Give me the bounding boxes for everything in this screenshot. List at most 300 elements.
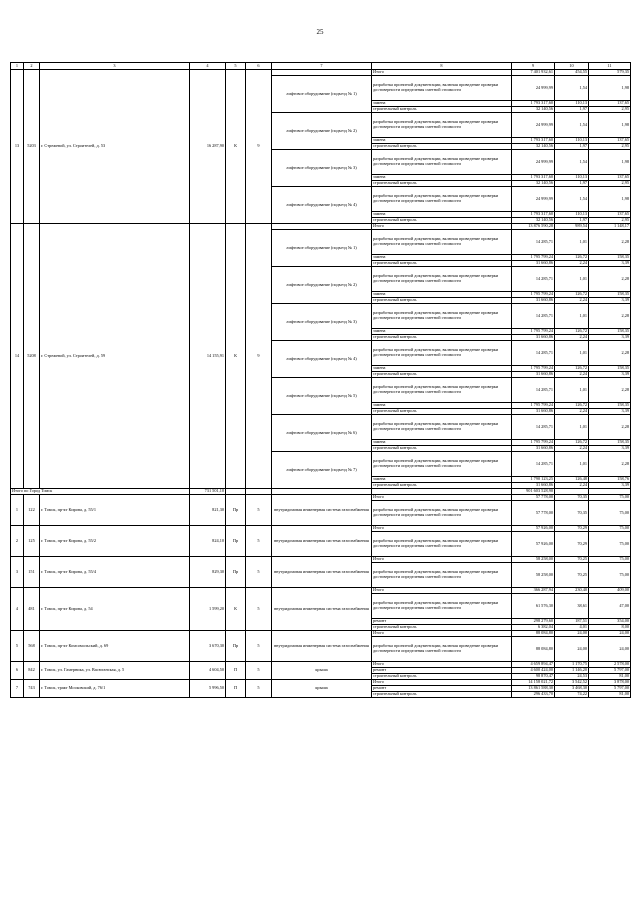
item-label: разработка проектной документации, включая проведение проверки достоверности определения сметной стоимости [372,267,512,292]
value-cell: 13 861 588,30 [512,686,555,692]
value-cell: 3,39 [589,483,631,489]
value-cell: 47,00 [589,594,631,619]
value-cell: 126,72 [555,366,589,372]
value-cell: 2,24 [555,261,589,267]
item-label: разработка проектной документации, включая проведение проверки достоверности определения сметной стоимости [372,113,512,138]
value-cell: 70,25 [555,557,589,563]
value-cell: 137,65 [589,212,631,218]
item-label: строительный контроль [372,335,512,341]
table-row [11,662,631,668]
value-cell: 366 287,94 [512,588,555,594]
value-cell: 32 140,56 [512,107,555,113]
column-number: 6 [246,63,272,70]
value-cell: 2,28 [589,230,631,255]
value-cell: 81,00 [589,692,631,698]
item-label: разработка проектной документации, включая проведение проверки достоверности определения сметной стоимости [372,150,512,175]
item-label: строительный контроль [372,625,512,631]
value-cell: 2,24 [555,298,589,304]
value-cell: 158,35 [589,403,631,409]
row-number: 5 [11,631,24,662]
value-cell: 1,97 [555,218,589,224]
value-cell: 57 926,00 [512,532,555,557]
floors: 5 [246,631,272,662]
value-cell: 126,72 [555,292,589,298]
building-id: 743 [24,680,40,698]
item-label: разработка проектной документации, включая проведение проверки достоверности определения сметной стоимости [372,76,512,101]
work-type: лифтовое оборудование (подъезд № 4) [272,187,372,224]
column-number: 11 [589,63,631,70]
value-cell: 454,55 [555,70,589,76]
column-number: 4 [190,63,226,70]
value-cell: 70,25 [555,563,589,588]
value-cell: 24,00 [555,637,589,662]
value-cell: 4,01 [555,625,589,631]
value-cell: 31 660,86 [512,261,555,267]
value-cell: 3 542,52 [555,680,589,686]
value-cell: 409,00 [589,588,631,594]
floors: 5 [246,588,272,631]
value-cell: 137,65 [589,101,631,107]
value-cell: 1,97 [555,107,589,113]
address: г. Томск, пр-кт Комсомольский, д. 69 [40,631,190,662]
work-type: лифтовое оборудование (подъезд № 2) [272,113,372,150]
value-cell: 1,98 [589,76,631,101]
value-cell: 98 870,47 [512,674,555,680]
work-type: лифтовое оборудование (подъезд № 4) [272,341,372,378]
address: г. Стрежевой, ул. Строителей, д. 53 [40,70,190,224]
value-cell: 158,76 [589,477,631,483]
item-label: строительный контроль [372,446,512,452]
item-label: замена [372,329,512,335]
value-cell: 989,54 [555,224,589,230]
work-type: крыша [272,680,372,698]
value-cell: 31 660,86 [512,372,555,378]
item-label: строительный контроль [372,674,512,680]
value-cell: 24,53 [555,674,589,680]
value-cell: 32 140,56 [512,218,555,224]
item-label: строительный контроль [372,107,512,113]
item-label: ремонт [372,686,512,692]
value-cell: 5 797,00 [589,668,631,674]
value-cell: 75,00 [589,495,631,501]
building-id: 568 [24,631,40,662]
item-label: Итого [372,631,512,637]
value-cell: 4 600 424,00 [512,668,555,674]
work-type: крыша [272,662,372,680]
value-cell: 1 795 799,24 [512,329,555,335]
value-cell: 2,28 [589,452,631,477]
item-label: разработка проектной документации, включая проведение проверки достоверности определения сметной стоимости [372,230,512,255]
value-cell: 158,35 [589,255,631,261]
value-cell: 31 660,86 [512,335,555,341]
table-row [11,526,631,532]
value-cell: 126,72 [555,255,589,261]
floors: 5 [246,662,272,680]
row-number: 14 [11,224,24,489]
value-cell: 57 778,00 [512,501,555,526]
work-type: внутридомовая инженерная система газоснабжения [272,631,372,662]
value-cell: 1 795 799,24 [512,403,555,409]
town-total-label: Итого по Город Томск [11,489,190,495]
value-cell: 1 793 317,60 [512,138,555,144]
item-label: Итого [372,680,512,686]
value-cell: 1 793 317,60 [512,175,555,181]
column-number: 5 [226,63,246,70]
value-cell: 3 878,00 [589,680,631,686]
value-cell: 1,54 [555,113,589,138]
value-cell: 2,95 [589,144,631,150]
value-cell: 110,13 [555,212,589,218]
work-type: лифтовое оборудование (подъезд № 6) [272,415,372,452]
value-cell: 2,95 [589,181,631,187]
address: г. Томск, пр-кт Кирова, д. 55/1 [40,495,190,526]
item-label: замена [372,255,512,261]
value-cell: 1,01 [555,415,589,440]
area: 3 670,30 [190,631,226,662]
value-cell: 24 999,99 [512,150,555,175]
category: П [226,680,246,698]
value-cell: 74,22 [555,692,589,698]
item-label: разработка проектной документации, включая проведение проверки достоверности определения сметной стоимости [372,637,512,662]
value-cell: 1,01 [555,267,589,292]
column-number: 3 [40,63,190,70]
work-type: лифтовое оборудование (подъезд № 2) [272,267,372,304]
value-cell: 2,24 [555,372,589,378]
value-cell: 126,72 [555,403,589,409]
item-label: Итого [372,588,512,594]
value-cell: 81,00 [589,674,631,680]
category: К [226,588,246,631]
address: г. Томск, ул. Гамерника, ул. Васюганская, д. 5 [40,662,190,680]
value-cell: 24,00 [589,637,631,662]
address: г. Томск, пр-кт Кирова, д. 54 [40,588,190,631]
value-cell: 1 793 317,60 [512,101,555,107]
value-cell: 32 140,56 [512,144,555,150]
value-cell: 58 258,00 [512,563,555,588]
value-cell: 1,01 [555,341,589,366]
value-cell: 158,35 [589,366,631,372]
table-row [11,680,631,686]
category: Пр [226,495,246,526]
floors: 5 [246,557,272,588]
table-row [11,557,631,563]
value-cell: 1 790 123,25 [512,477,555,483]
value-cell: 126,72 [555,440,589,446]
item-label: ремонт [372,668,512,674]
value-cell: 57 778,00 [512,495,555,501]
address: г. Стрежевой, ул. Строителей, д. 59 [40,224,190,489]
value-cell: 2,28 [589,304,631,329]
item-label: разработка проектной документации, включая проведение проверки достоверности определения сметной стоимости [372,415,512,440]
item-label: разработка проектной документации, включая проведение проверки достоверности определения сметной стоимости [372,341,512,366]
value-cell: 1,97 [555,181,589,187]
value-cell: 24 999,99 [512,76,555,101]
area: 829,30 [190,557,226,588]
value-cell: 110,13 [555,101,589,107]
value-cell: 75,00 [589,532,631,557]
value-cell: 24,00 [555,631,589,637]
area: 1 599,20 [190,588,226,631]
item-label: строительный контроль [372,483,512,489]
value-cell: 24,00 [589,631,631,637]
value-cell: 24 999,99 [512,187,555,212]
value-cell: 2,28 [589,341,631,366]
value-cell: 3,39 [589,409,631,415]
column-number: 7 [272,63,372,70]
item-label: строительный контроль [372,692,512,698]
column-number: 1 [11,63,24,70]
item-label: строительный контроль [372,218,512,224]
value-cell: 230,40 [555,588,589,594]
column-number: 10 [555,63,589,70]
value-cell: 1,54 [555,150,589,175]
value-cell: 75,00 [589,526,631,532]
floors: 5 [246,495,272,526]
value-cell: 298 279,60 [512,619,555,625]
value-cell: 2,24 [555,335,589,341]
value-cell: 1 793 317,60 [512,212,555,218]
floors: 5 [246,680,272,698]
value-cell: 1,01 [555,304,589,329]
item-label: разработка проектной документации, включая проведение проверки достоверности определения сметной стоимости [372,594,512,619]
value-cell: 14 285,71 [512,267,555,292]
town-total-area: 731 501,10 [190,489,226,495]
item-label: строительный контроль [372,144,512,150]
value-cell: 1,01 [555,230,589,255]
value-cell: 2,24 [555,446,589,452]
value-cell: 14 158 021,72 [512,680,555,686]
value-cell: 1,98 [589,187,631,212]
value-cell: 32 140,56 [512,181,555,187]
value-cell: 1,98 [589,150,631,175]
value-cell: 1,54 [555,76,589,101]
row-number: 4 [11,588,24,631]
value-cell: 8,00 [589,625,631,631]
value-cell: 158,35 [589,329,631,335]
row-number: 1 [11,495,24,526]
value-cell: 3 468,30 [555,686,589,692]
value-cell: 31 660,86 [512,298,555,304]
area: 5 996,50 [190,680,226,698]
work-type: внутридомовая инженерная система газоснабжения [272,526,372,557]
value-cell: 579,35 [589,70,631,76]
value-cell: 75,00 [589,563,631,588]
floors: 9 [246,70,272,224]
work-type: лифтовое оборудование (подъезд № 5) [272,378,372,415]
row-number: 3 [11,557,24,588]
item-label: замена [372,440,512,446]
value-cell: 110,13 [555,138,589,144]
table-row [11,63,631,70]
item-label: строительный контроль [372,409,512,415]
address: г. Томск, пр-кт Кирова, д. 55/4 [40,557,190,588]
item-label: разработка проектной документации, включая проведение проверки достоверности определения сметной стоимости [372,532,512,557]
value-cell: 158,35 [589,292,631,298]
item-label: разработка проектной документации, включая проведение проверки достоверности определения сметной стоимости [372,501,512,526]
value-cell: 296 433,70 [512,692,555,698]
work-type: внутридомовая инженерная система газоснабжения [272,557,372,588]
item-label: замена [372,292,512,298]
work-type: лифтовое оборудование (подъезд № 3) [272,150,372,187]
building-id: 151 [24,557,40,588]
value-cell: 1 170,75 [555,662,589,668]
value-cell: 88 084,80 [512,637,555,662]
item-label: Итого [372,557,512,563]
item-label: замена [372,138,512,144]
floors: 9 [246,224,272,489]
value-cell: 354,00 [589,619,631,625]
value-cell: 2,28 [589,415,631,440]
address: г. Томск, пр-кт Кирова, д. 55/2 [40,526,190,557]
value-cell: 1 148,17 [589,224,631,230]
value-cell: 14 285,71 [512,378,555,403]
value-cell: 70,29 [555,526,589,532]
building-id: 125 [24,526,40,557]
item-label: Итого [372,70,512,76]
value-cell: 75,00 [589,501,631,526]
value-cell: 14 285,71 [512,304,555,329]
value-cell: 70,35 [555,495,589,501]
area: 824,10 [190,526,226,557]
value-cell: 14 285,71 [512,230,555,255]
value-cell: 5 797,00 [589,686,631,692]
category: К [226,224,246,489]
value-cell: 31 660,86 [512,446,555,452]
area: 4 604,50 [190,662,226,680]
category: Пр [226,526,246,557]
item-label: Итого [372,526,512,532]
page-number: 25 [316,28,324,36]
item-label: строительный контроль [372,372,512,378]
work-type: лифтовое оборудование (подъезд № 1) [272,76,372,113]
table-row [11,588,631,594]
value-cell: 1,01 [555,452,589,477]
value-cell: 1 795 799,24 [512,292,555,298]
column-number: 8 [372,63,512,70]
column-number: 2 [24,63,40,70]
value-cell: 3,39 [589,335,631,341]
item-label: разработка проектной документации, включая проведение проверки достоверности определения сметной стоимости [372,187,512,212]
building-id: 5208 [24,224,40,489]
value-cell: 75,00 [589,557,631,563]
item-label: разработка проектной документации, включая проведение проверки достоверности определения сметной стоимости [372,378,512,403]
category: П [226,662,246,680]
table-row [11,495,631,501]
value-cell: 1,98 [589,113,631,138]
value-cell: 1 146,20 [555,668,589,674]
value-cell: 1 795 799,24 [512,440,555,446]
value-cell: 38,61 [555,594,589,619]
value-cell: 14 285,71 [512,341,555,366]
value-cell: 2 578,00 [589,662,631,668]
item-label: ремонт [372,619,512,625]
value-cell: 31 660,86 [512,409,555,415]
value-cell: 1 795 799,24 [512,366,555,372]
area: 821,30 [190,495,226,526]
value-cell: 2,95 [589,218,631,224]
item-label: строительный контроль [372,298,512,304]
value-cell: 58 258,00 [512,557,555,563]
area: 14 155,91 [190,224,226,489]
value-cell: 57 926,00 [512,526,555,532]
item-label: замена [372,101,512,107]
value-cell: 137,65 [589,175,631,181]
value-cell: 31 660,86 [512,483,555,489]
item-label: строительный контроль [372,181,512,187]
value-cell: 1,01 [555,378,589,403]
category: Пр [226,557,246,588]
value-cell: 24 999,99 [512,113,555,138]
value-cell: 1,54 [555,187,589,212]
column-number: 9 [512,63,555,70]
value-cell: 13 876 590,28 [512,224,555,230]
row-number: 2 [11,526,24,557]
category: Пр [226,631,246,662]
building-id: 481 [24,588,40,631]
row-number: 7 [11,680,24,698]
value-cell: 2,95 [589,107,631,113]
floors: 5 [246,526,272,557]
category: К [226,70,246,224]
item-label: замена [372,366,512,372]
value-cell: 3,39 [589,261,631,267]
item-label: замена [372,212,512,218]
value-cell: 3,39 [589,446,631,452]
item-label: замена [372,175,512,181]
value-cell: 126,72 [555,329,589,335]
value-cell: 2,24 [555,483,589,489]
value-cell: 14 285,71 [512,452,555,477]
value-cell: 110,13 [555,175,589,181]
item-label: Итого [372,662,512,668]
town-total-value: 901 603 528,90 [512,489,555,495]
value-cell: 187,51 [555,619,589,625]
building-id: 122 [24,495,40,526]
value-cell: 3,39 [589,372,631,378]
value-cell: 70,29 [555,532,589,557]
address: г. Томск, тракт Московский, д. 76/1 [40,680,190,698]
value-cell: 1,97 [555,144,589,150]
item-label: разработка проектной документации, включая проведение проверки достоверности определения сметной стоимости [372,452,512,477]
value-cell: 6 382,04 [512,625,555,631]
building-id: 842 [24,662,40,680]
table-row [11,631,631,637]
value-cell: 2,24 [555,409,589,415]
work-type: внутридомовая инженерная система газоснабжения [272,495,372,526]
item-label: строительный контроль [372,261,512,267]
value-cell: 3,39 [589,298,631,304]
value-cell: 61 576,30 [512,594,555,619]
building-id: 5203 [24,70,40,224]
value-cell: 70,35 [555,501,589,526]
value-cell: 88 084,80 [512,631,555,637]
work-type: лифтовое оборудование (подъезд № 7) [272,452,372,489]
value-cell: 137,65 [589,138,631,144]
row-number: 6 [11,662,24,680]
value-cell: 4 659 894,47 [512,662,555,668]
work-type: лифтовое оборудование (подъезд № 3) [272,304,372,341]
item-label: замена [372,477,512,483]
value-cell: 1 795 799,24 [512,255,555,261]
value-cell: 7 401 932,61 [512,70,555,76]
repair-register-table [10,62,631,698]
area: 16 287,90 [190,70,226,224]
work-type: внутридомовая инженерная система газоснабжения [272,588,372,631]
item-label: разработка проектной документации, включая проведение проверки достоверности определения сметной стоимости [372,563,512,588]
value-cell: 158,35 [589,440,631,446]
row-number: 13 [11,70,24,224]
value-cell: 14 285,71 [512,415,555,440]
